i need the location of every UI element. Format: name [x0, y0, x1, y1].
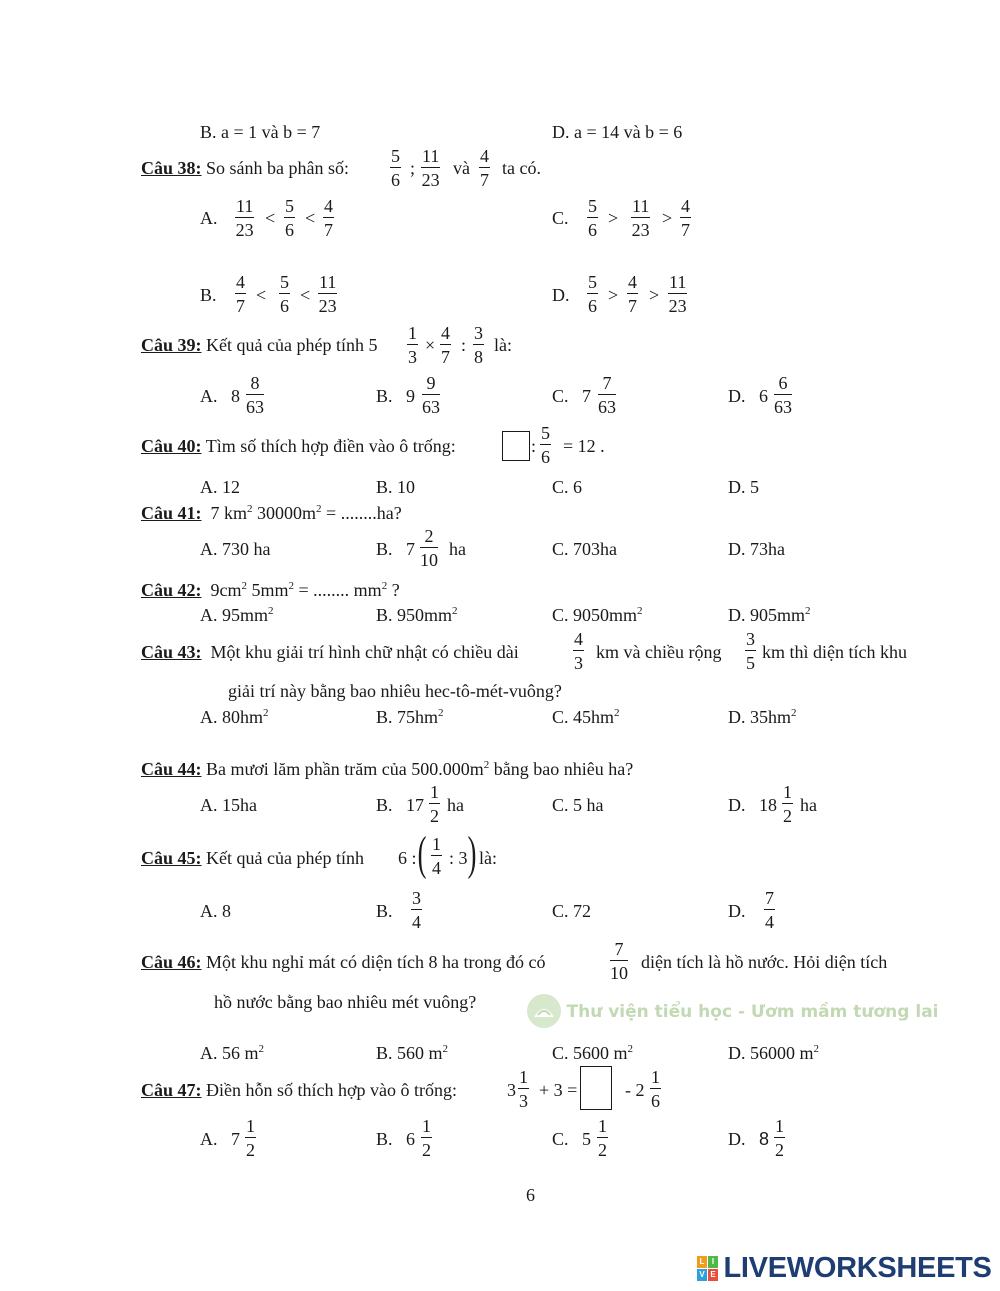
q46-option-a: A. 56 $m^2$: [200, 1043, 264, 1063]
q43-label: Câu 43:: [141, 642, 202, 662]
q40-answer-box[interactable]: [502, 431, 530, 461]
q47-b-fraction: 1 2: [422, 1116, 431, 1160]
q40-text: Tìm số thích hợp điền vào ô trống:: [205, 436, 456, 456]
q41-option-d: D. 73ha: [728, 539, 785, 559]
q44-option-d: D. 18: [728, 795, 777, 815]
q44-prompt: Câu 44: Ba mươi lăm phần trăm của $500.000m^2$ bằng bao nhiêu ha?: [141, 759, 634, 779]
q44-option-b: B. 17: [376, 795, 425, 815]
liveworksheets-wordmark: LIVEWORKSHEETS: [723, 1252, 992, 1284]
q39-times: ×: [425, 335, 436, 355]
q47-fraction-2: 1 6: [651, 1067, 660, 1111]
q43-text-4: giải trí này bằng bao nhiêu hec-tô-mét-vuông?: [228, 681, 562, 701]
q43-prompt: Câu 43: Một khu giải trí hình chữ nhật có chiều dài: [141, 642, 519, 662]
q43-option-a: A. $80hm^2$: [200, 707, 269, 727]
q45-prompt: Câu 45: Kết quả của phép tính: [141, 848, 364, 868]
q39-option-d: D. 6: [728, 386, 768, 406]
q38-c-greater-than-1: >: [608, 208, 619, 228]
q38-a-fraction-1: 11 23: [235, 196, 254, 240]
q39-fraction-3: 3 8: [474, 323, 483, 367]
q39-tail: là:: [494, 335, 512, 355]
q46-text-2: diện tích là hồ nước. Hỏi diện tích: [641, 952, 888, 972]
q43-option-c: C. $45hm^2$: [552, 707, 620, 727]
q46-option-c: C. 5600 $m^2$: [552, 1043, 634, 1063]
q38-d-greater-than-2: >: [649, 285, 660, 305]
q38-fraction-3: 4 7: [480, 146, 489, 190]
q42-option-c: C. $9050mm^2$: [552, 605, 643, 625]
q40-fraction: 5 6: [541, 423, 550, 467]
q44-d-fraction: 1 2: [783, 782, 792, 826]
q46-prompt: Câu 46: Một khu nghỉ mát có diện tích 8 ha trong đó có: [141, 952, 546, 972]
q37-option-d: D. a = 14 và b = 6: [552, 122, 683, 142]
q37-option-b: B. a = 1 và b = 7: [200, 122, 321, 142]
q45-label: Câu 45:: [141, 848, 202, 868]
q41-option-c: C. 703ha: [552, 539, 617, 559]
q41-prompt: Câu 41: 7 $km^2$ $30000m^2 = ........ha$?: [141, 503, 402, 523]
q38-a-fraction-3: 4 7: [324, 196, 333, 240]
q38-a-fraction-2: 5 6: [285, 196, 294, 240]
q40-option-b: B. 10: [376, 477, 416, 497]
q45-d-fraction: 7 4: [765, 888, 774, 932]
q47-d-fraction: 1 2: [775, 1116, 784, 1160]
q39-fraction-1: 1 3: [408, 323, 417, 367]
q47-fraction-1: 1 3: [519, 1067, 528, 1111]
q39-c-fraction: 7 63: [598, 373, 616, 417]
q38-b-less-than-2: <: [300, 285, 311, 305]
live-blocks-icon: L I V E: [697, 1256, 719, 1282]
q38-label: Câu 38:: [141, 158, 202, 178]
q40-colon: :: [531, 436, 537, 456]
q40-option-a: A. 12: [200, 477, 240, 497]
q44-d-unit: ha: [800, 795, 817, 815]
q47-label: Câu 47:: [141, 1080, 202, 1100]
watermark-text: Thư viện tiểu học - Ươm mầm tương lai: [566, 1002, 939, 1022]
q44-b-fraction: 1 2: [430, 782, 439, 826]
q39-fraction-2: 4 7: [441, 323, 450, 367]
q38-option-a-letter: A.: [200, 208, 218, 228]
q44-option-c: C. 5 ha: [552, 795, 604, 815]
q38-option-b-letter: B.: [200, 285, 217, 305]
q40-prompt: [141, 437, 456, 455]
q39-option-c: C. 7: [552, 386, 592, 406]
q38-separator: ;: [410, 158, 416, 178]
leaf-logo-icon: [526, 993, 562, 1032]
q47-whole-1: 3: [507, 1080, 516, 1100]
q41-option-a: A. 730 ha: [200, 539, 271, 559]
q45-right-paren: ): [467, 827, 477, 880]
q46-label: Câu 46:: [141, 952, 202, 972]
q42-option-a: A. $95mm^2$: [200, 605, 274, 625]
q43-text-3: km thì diện tích khu: [762, 642, 907, 662]
q42-prompt: Câu 42: $9cm^2$ $5mm^2$ = ........ $mm^2$ ?: [141, 580, 400, 600]
q39-prompt: [141, 336, 377, 354]
q45-option-c: C. 72: [552, 901, 592, 921]
q47-option-a: A. 7: [200, 1129, 240, 1149]
q40-option-c: C. 6: [552, 477, 583, 497]
q38-option-c-letter: C.: [552, 208, 569, 228]
q44-option-a: A. 15ha: [200, 795, 257, 815]
q38-d-fraction-2: 4 7: [628, 272, 637, 316]
q38-d-fraction-3: 11 23: [668, 272, 687, 316]
q46-option-d: D. 56000 $m^2$: [728, 1043, 819, 1063]
q46-fraction: 7 10: [610, 939, 628, 983]
q47-minus: - 2: [625, 1080, 645, 1100]
q42-option-b: B. $950mm^2$: [376, 605, 458, 625]
q38-fraction-2: 11 23: [421, 146, 440, 190]
q43-option-b: B. $75hm^2$: [376, 707, 444, 727]
q38-c-fraction-1: 5 6: [588, 196, 597, 240]
q47-answer-box[interactable]: [580, 1066, 612, 1110]
q43-option-d: D. $35hm^2$: [728, 707, 797, 727]
q40-rhs: = 12 .: [563, 436, 605, 456]
q45-left-paren: (: [417, 827, 427, 880]
q41-b-fraction: 2 10: [420, 526, 438, 570]
q39-colon: :: [461, 335, 467, 355]
q45-fraction: 1 4: [432, 834, 441, 878]
q44-label: Câu 44:: [141, 759, 202, 779]
q38-c-fraction-3: 4 7: [681, 196, 690, 240]
q46-text-3: hồ nước bằng bao nhiêu mét vuông?: [214, 992, 477, 1012]
q38-b-less-than-1: <: [256, 285, 267, 305]
q38-b-fraction-2: 5 6: [280, 272, 289, 316]
q39-d-fraction: 6 63: [774, 373, 792, 417]
q46-option-b: B. 560 $m^2$: [376, 1043, 449, 1063]
q41-b-unit: ha: [449, 539, 466, 559]
q38-b-fraction-3: 11 23: [318, 272, 337, 316]
page-number: 6: [526, 1185, 535, 1205]
q45-b-fraction: 3 4: [412, 888, 421, 932]
q38-d-fraction-1: 5 6: [588, 272, 597, 316]
q38-prompt: [141, 159, 349, 177]
q45-option-b-letter: B.: [376, 901, 393, 921]
q43-fraction-2: 3 5: [746, 629, 755, 673]
q47-option-b: B. 6: [376, 1129, 416, 1149]
q41-option-b: B. 7: [376, 539, 416, 559]
watermark: [526, 993, 939, 1032]
q39-text: Kết quả của phép tính 5: [206, 335, 378, 355]
q47-a-fraction: 1 2: [246, 1116, 255, 1160]
q39-a-fraction: 8 63: [246, 373, 264, 417]
q38-tail: ta có.: [502, 158, 541, 178]
q38-a-less-than-1: <: [265, 208, 276, 228]
q47-c-fraction: 1 2: [598, 1116, 607, 1160]
q45-tail: là:: [479, 848, 497, 868]
q38-fraction-1: 5 6: [391, 146, 400, 190]
q45-expr-mid: : 3: [449, 848, 468, 868]
q39-option-b: B. 9: [376, 386, 416, 406]
q40-option-d: D. 5: [728, 477, 759, 497]
q38-option-d-letter: D.: [552, 285, 570, 305]
q39-b-fraction: 9 63: [422, 373, 440, 417]
q38-a-less-than-2: <: [305, 208, 316, 228]
q41-label: Câu 41:: [141, 503, 202, 523]
liveworksheets-logo: [697, 1254, 992, 1283]
q38-b-fraction-1: 4 7: [236, 272, 245, 316]
q42-label: Câu 42:: [141, 580, 202, 600]
q38-and: và: [453, 158, 470, 178]
q39-label: Câu 39:: [141, 335, 202, 355]
q43-fraction-1: 4 3: [574, 629, 583, 673]
q40-label: Câu 40:: [141, 436, 202, 456]
q38-text: So sánh ba phân số:: [206, 158, 350, 178]
q45-option-a: A. 8: [200, 901, 231, 921]
q45-option-d-letter: D.: [728, 901, 746, 921]
q43-text-2: km và chiều rộng: [596, 642, 722, 662]
q47-plus: + 3 =: [539, 1080, 578, 1100]
q45-expr-pre: 6 :: [398, 848, 417, 868]
q38-c-greater-than-2: >: [662, 208, 673, 228]
q38-d-greater-than-1: >: [608, 285, 619, 305]
q38-c-fraction-2: 11 23: [631, 196, 650, 240]
q39-option-a: A. 8: [200, 386, 240, 406]
q47-prompt: Câu 47: Điền hỗn số thích hợp vào ô trống:: [141, 1080, 458, 1100]
q47-option-c: C. 5: [552, 1129, 592, 1149]
q42-option-d: D. $905mm^2$: [728, 605, 811, 625]
q47-option-d: D. 8: [728, 1129, 770, 1149]
q44-b-unit: ha: [447, 795, 464, 815]
